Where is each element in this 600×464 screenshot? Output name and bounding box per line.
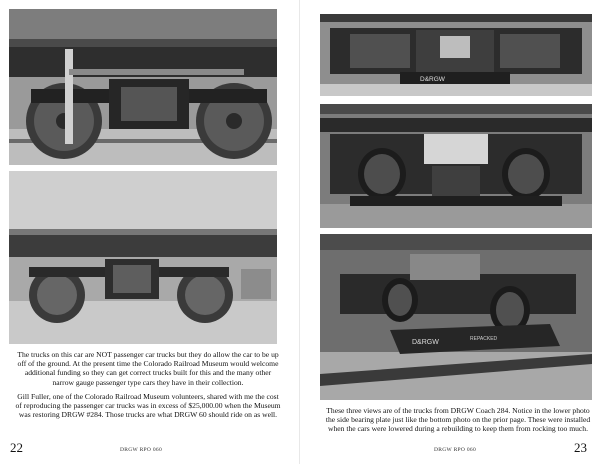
truck-stencil-bottom: D&RGW (412, 339, 439, 346)
right-page (300, 0, 600, 464)
right-caption: These three views are of the trucks from DRGW Coach 284. Notice in the lower photo the side bearing plate just like the bottom photo on the prior page. These were installed when the cars were lowered during a rebuilding to keep them from rocking too much. (325, 406, 591, 434)
left-caption (14, 350, 282, 424)
left-running-head: DRGW RPO 060 (120, 447, 163, 453)
photo-coach-284-truck-middle (320, 104, 592, 228)
right-page-number: 23 (574, 440, 587, 455)
photo-coach-284-truck-top (320, 14, 592, 96)
photo-truck-under-car-top (9, 9, 277, 165)
photo-truck-under-car-bottom (9, 171, 277, 344)
truck-stencil-top: D&RGW (420, 76, 445, 83)
left-page-number: 22 (10, 440, 23, 455)
left-caption-paragraph-2: Gill Fuller, one of the Colorado Railroad Museum volunteers, shared with me the cost of reproducing the passenger car trucks was in excess of $25,000.00 when the Museum was restoring DRGW #284. Those trucks are what DRGW 60 should ride on as well. (15, 391, 281, 420)
photo-coach-284-truck-bottom (320, 234, 592, 400)
truck-stencil-repacked: REPACKED (470, 336, 498, 342)
right-running-head: DRGW RPO 060 (434, 447, 477, 453)
left-caption-paragraph-1: The trucks on this car are NOT passenger car trucks but they do allow the car to be up off of the ground. At the present time the Colorado Railroad Museum would welcome additional funding so they can get correct trucks built for this and the many other narrow gauge passenger type cars they have in their collection. (17, 350, 279, 387)
